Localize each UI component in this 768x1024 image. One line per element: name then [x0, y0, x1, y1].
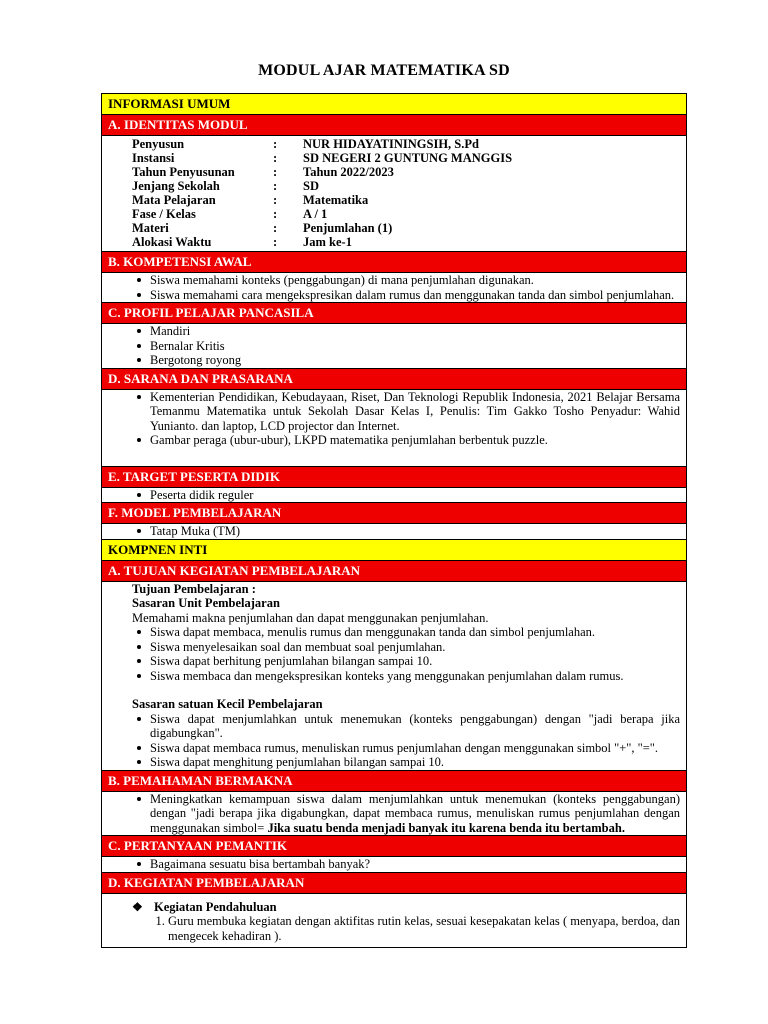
section-header-komponen-inti: KOMPNEN INTI — [102, 540, 686, 561]
identitas-row: Jenjang Sekolah : SD — [132, 179, 319, 193]
section-header-informasi-umum: INFORMASI UMUM — [102, 94, 686, 115]
list-item: Siswa dapat membaca rumus, menuliskan rumus penjumlahan dengan menggunakan simbol "+", "=". — [150, 741, 680, 756]
list-item: Siswa menyelesaikan soal dan membuat soal penjumlahan. — [150, 640, 680, 655]
section-header-tujuan: A. TUJUAN KEGIATAN PEMBELAJARAN — [102, 561, 686, 582]
list-item: Peserta didik reguler — [150, 488, 680, 503]
list-item: Bagaimana sesuatu bisa bertambah banyak? — [150, 857, 680, 872]
pemahaman-body — [102, 792, 686, 837]
identitas-row: Penyusun : NUR HIDAYATININGSIH, S.Pd — [132, 137, 479, 151]
sasaran-kecil-heading: Sasaran satuan Kecil Pembelajaran — [132, 697, 323, 711]
identitas-row: Tahun Penyusunan : Tahun 2022/2023 — [132, 165, 394, 179]
module-table — [101, 93, 687, 948]
list-item: Kementerian Pendidikan, Kebudayaan, Riset, Dan Teknologi Republik Indonesia, 2021 Belajar Bersama Temanmu Matematika untuk Sekolah Dasar Kelas I, Penulis: Tim Gakko Tosho Penyadur: Wahid Yunianto. dan laptop, LCD projector dan Internet. — [150, 389, 680, 433]
list-item: Gambar peraga (ubur-ubur), LKPD matematika penjumlahan berbentuk puzzle. — [150, 433, 680, 448]
identitas-row: Alokasi Waktu : Jam ke-1 — [132, 235, 352, 249]
section-header-pemahaman: B. PEMAHAMAN BERMAKNA — [102, 771, 686, 792]
profil-body — [102, 324, 686, 369]
pertanyaan-body — [102, 857, 686, 873]
list-item: Siswa memahami konteks (penggabungan) di mana penjumlahan digunakan. — [150, 273, 680, 288]
model-body — [102, 524, 686, 540]
kegiatan-body — [102, 894, 686, 948]
section-header-model: F. MODEL PEMBELAJARAN — [102, 503, 686, 524]
identitas-row: Instansi : SD NEGERI 2 GUNTUNG MANGGIS — [132, 151, 513, 165]
kompetensi-awal-body — [102, 273, 686, 303]
list-item: Siswa membaca dan mengekspresikan konteks yang menggunakan penjumlahan dalam rumus. — [150, 669, 680, 684]
list-item: Siswa dapat menghitung penjumlahan bilangan sampai 10. — [150, 755, 680, 770]
list-item: Mandiri — [150, 324, 680, 339]
list-item: Siswa dapat membaca, menulis rumus dan menggunakan tanda dan simbol penjumlahan. — [150, 625, 680, 640]
sarana-body — [102, 390, 686, 467]
list-item: Siswa dapat berhitung penjumlahan bilangan sampai 10. — [150, 654, 680, 669]
sasaran-unit-heading: Sasaran Unit Pembelajaran — [132, 596, 280, 610]
section-header-sarana: D. SARANA DAN PRASARANA — [102, 369, 686, 390]
section-header-target: E. TARGET PESERTA DIDIK — [102, 467, 686, 488]
section-header-identitas: A. IDENTITAS MODUL — [102, 115, 686, 136]
tujuan-heading: Tujuan Pembelajaran : — [132, 581, 256, 596]
diamond-bullet-icon: ❖ — [132, 899, 143, 914]
section-header-profil: C. PROFIL PELAJAR PANCASILA — [102, 303, 686, 324]
list-item: Bergotong royong — [150, 353, 680, 368]
identitas-row: Mata Pelajaran : Matematika — [132, 193, 369, 207]
tujuan-body — [102, 582, 686, 771]
list-item: Siswa dapat menjumlahkan untuk menemukan (konteks penggabungan) dengan "jadi berapa jika digabungkan". — [150, 711, 680, 740]
identitas-table — [102, 136, 686, 252]
tujuan-intro: Memahami makna penjumlahan dan dapat menggunakan penjumlahan. — [132, 610, 489, 625]
identitas-row: Fase / Kelas : A / 1 — [132, 207, 328, 221]
identitas-row: Materi : Penjumlahan (1) — [132, 221, 393, 235]
target-body — [102, 488, 686, 504]
list-item: 1. Guru membuka kegiatan dengan aktifitas rutin kelas, sesuai kesepakatan kelas ( menyapa, berdoa, dan mengecek kehadiran ). — [168, 914, 680, 943]
document-title: MODUL AJAR MATEMATIKA SD — [258, 62, 510, 79]
section-header-kegiatan: D. KEGIATAN PEMBELAJARAN — [102, 873, 686, 894]
section-header-kompetensi-awal: B. KOMPETENSI AWAL — [102, 252, 686, 273]
list-item: Tatap Muka (TM) — [150, 524, 680, 539]
kegiatan-subheading: ❖ Kegiatan Pendahuluan — [132, 899, 277, 914]
list-item: Bernalar Kritis — [150, 339, 680, 354]
section-header-pertanyaan: C. PERTANYAAN PEMANTIK — [102, 836, 686, 857]
list-item: Siswa memahami cara mengekspresikan dalam rumus dan menggunakan tanda dan simbol penjumlahan. — [150, 288, 680, 303]
list-item: Meningkatkan kemampuan siswa dalam menjumlahkan untuk menemukan (konteks penggabungan) dengan "jadi berapa jika digabungkan, dapat membaca rumus, menuliskan rumus penjumlahan dengan menggunakan simbol= Jika suatu benda menjadi banyak itu karena benda itu bertambah. — [150, 791, 680, 835]
